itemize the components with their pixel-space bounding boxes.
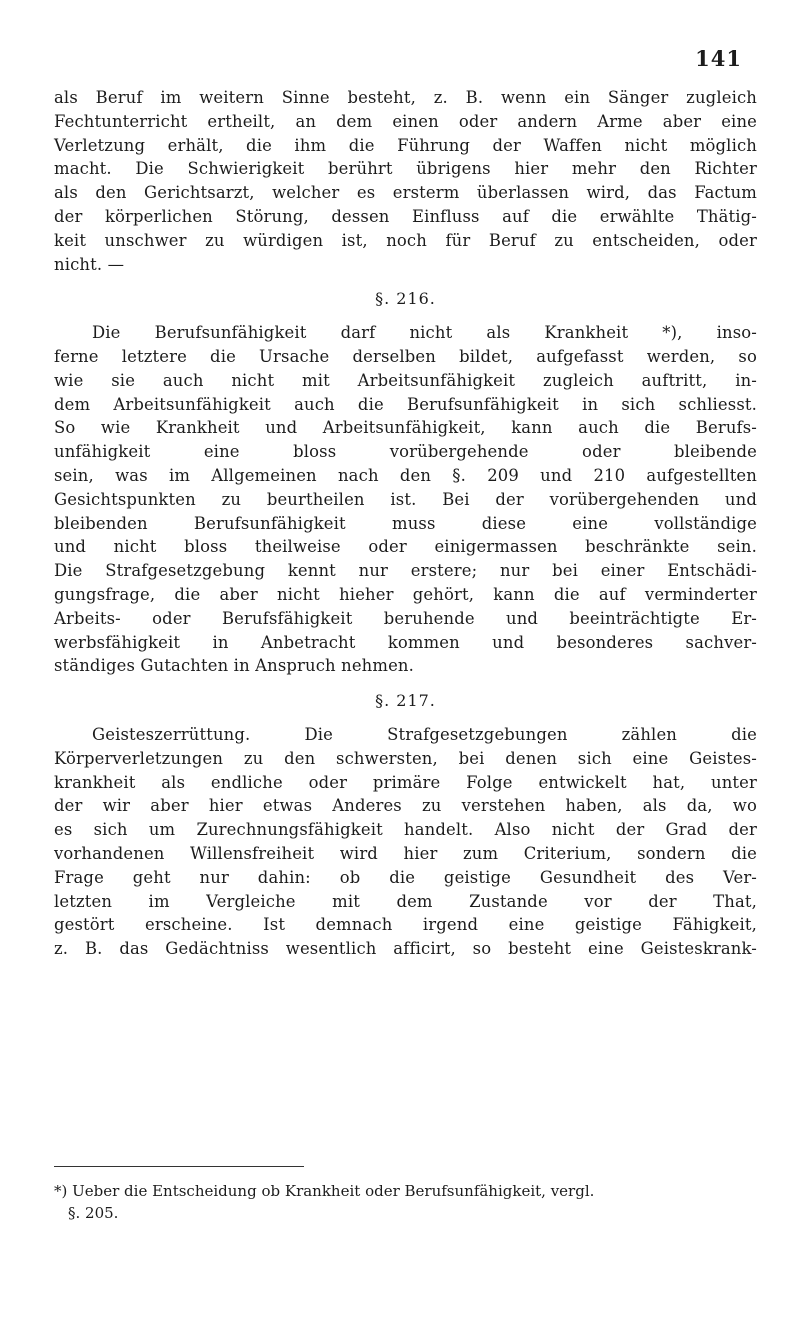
body-text bbox=[54, 86, 757, 961]
footnote bbox=[54, 1180, 757, 1224]
text-line: dem Arbeitsunfähigkeit auch die Berufsunfähigkeit in sich schliesst. bbox=[54, 394, 757, 414]
text-line: als den Gerichtsarzt, welcher es ersterm überlassen wird, das Factum bbox=[54, 183, 757, 203]
text-line: als Beruf im weitern Sinne besteht, z. B. wenn ein Sänger zugleich bbox=[54, 88, 757, 107]
text-line: Verletzung erhält, die ihm die Führung der Waffen nicht möglich bbox=[54, 135, 757, 155]
text-line: Gesichtspunkten zu beurtheilen ist. Bei der vorübergehenden und bbox=[54, 489, 757, 509]
text-line: krankheit als endliche oder primäre Folge entwickelt hat, unter bbox=[54, 772, 757, 792]
text-line: der körperlichen Störung, dessen Einfluss auf die erwählte Thätig- bbox=[54, 206, 757, 226]
text-line: unfähigkeit eine bloss vorübergehende oder bleibende bbox=[54, 442, 757, 462]
text-line: bleibenden Berufsunfähigkeit muss diese eine vollständige bbox=[54, 513, 757, 533]
page-number: 141 bbox=[695, 46, 742, 71]
text-line: macht. Die Schwierigkeit berührt übrigens hier mehr den Richter bbox=[54, 159, 757, 179]
text-line: nicht. — bbox=[54, 254, 125, 274]
section-217-body bbox=[54, 723, 757, 961]
text-line: wie sie auch nicht mit Arbeitsunfähigkeit zugleich auftritt, in- bbox=[54, 370, 757, 390]
text-line: Fechtunterricht ertheilt, an dem einen oder andern Arme aber eine bbox=[54, 111, 757, 131]
text-line: und nicht bloss theilweise oder einigermassen beschränkte sein. bbox=[54, 537, 757, 557]
text-line: Die Strafgesetzgebung kennt nur erstere; nur bei einer Entschädi- bbox=[54, 561, 757, 581]
paragraph-continuation bbox=[54, 86, 757, 276]
text-line: z. B. das Gedächtniss wesentlich afficirt, so besteht eine Geisteskrank- bbox=[54, 939, 757, 959]
text-line: werbsfähigkeit in Anbetracht kommen und besonderes sachver- bbox=[54, 632, 757, 652]
footnote-divider bbox=[54, 1166, 304, 1167]
text-line: Frage geht nur dahin: ob die geistige Gesundheit des Ver- bbox=[54, 867, 757, 887]
text-line: gestört erscheine. Ist demnach irgend eine geistige Fähigkeit, bbox=[54, 915, 757, 935]
text-line: es sich um Zurechnungsfähigkeit handelt. Also nicht der Grad der bbox=[54, 820, 757, 840]
section-216-body bbox=[54, 321, 757, 678]
text-line: der wir aber hier etwas Anderes zu verstehen haben, als da, wo bbox=[54, 796, 757, 816]
footnote-line: §. 205. bbox=[68, 1204, 119, 1222]
text-line: Körperverletzungen zu den schwersten, bei denen sich eine Geistes- bbox=[54, 748, 757, 768]
text-line: ferne letztere die Ursache derselben bildet, aufgefasst werden, so bbox=[54, 346, 757, 366]
text-line: gungsfrage, die aber nicht hieher gehört, kann die auf verminderter bbox=[54, 584, 757, 604]
section-217-heading: §. 217. bbox=[375, 691, 436, 711]
text-line: sein, was im Allgemeinen nach den §. 209 und 210 aufgestellten bbox=[54, 465, 757, 485]
section-216-heading: §. 216. bbox=[375, 289, 436, 309]
text-line: letzten im Vergleiche mit dem Zustande vor der That, bbox=[54, 891, 757, 911]
footnote-line: *) Ueber die Entscheidung ob Krankheit oder Berufsunfähigkeit, vergl. bbox=[54, 1182, 595, 1200]
text-line: So wie Krankheit und Arbeitsunfähigkeit, kann auch die Berufs- bbox=[54, 418, 757, 438]
text-line: Die Berufsunfähigkeit darf nicht als Krankheit *), inso- bbox=[92, 323, 757, 343]
text-line: Arbeits- oder Berufsfähigkeit beruhende und beeinträchtigte Er- bbox=[54, 608, 757, 628]
text-line: vorhandenen Willensfreiheit wird hier zum Criterium, sondern die bbox=[54, 843, 757, 863]
text-line: keit unschwer zu würdigen ist, noch für Beruf zu entscheiden, oder bbox=[54, 230, 757, 250]
text-line: ständiges Gutachten in Anspruch nehmen. bbox=[54, 656, 414, 676]
text-line: Geisteszerrüttung. Die Strafgesetzgebungen zählen die bbox=[92, 724, 757, 744]
